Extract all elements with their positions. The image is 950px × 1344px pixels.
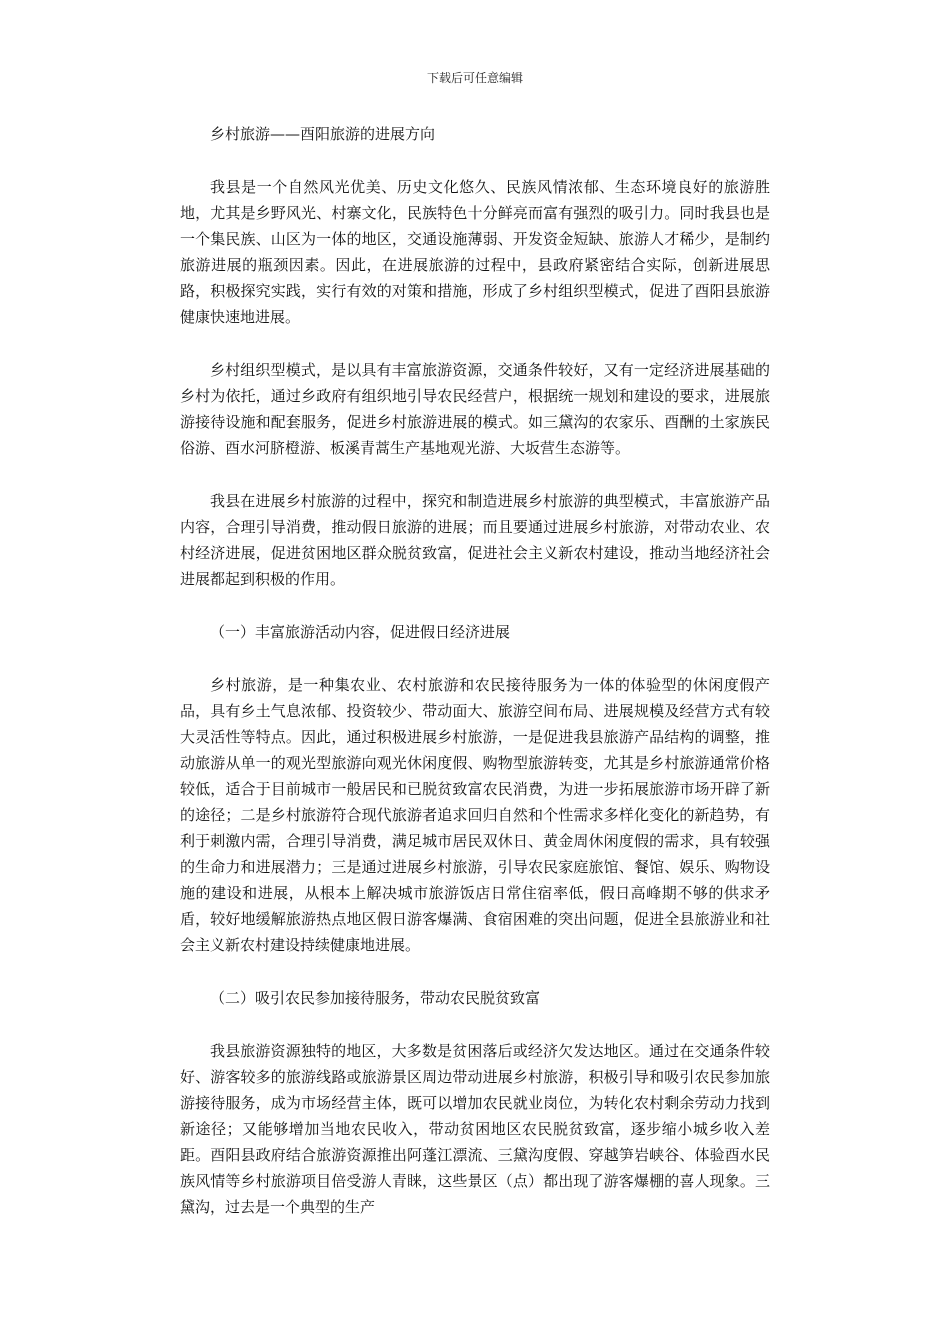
paragraph-gap [180, 147, 770, 174]
body-paragraph: 我县在进展乡村旅游的过程中，探究和制造进展乡村旅游的典型模式，丰富旅游产品内容，合理引导消费，推动假日旅游的进展；而且要通过进展乡村旅游，对带动农业、农村经济进展，促进贫困地区群众脱贫致富，促进社会主义新农村建设，推动当地经济社会进展都起到积极的作用。 [180, 492, 770, 588]
paragraph-gap [180, 645, 770, 672]
paragraph-gap [180, 958, 770, 985]
body-paragraph: 我县旅游资源独特的地区，大多数是贫困落后或经济欠发达地区。通过在交通条件较好、游客较多的旅游线路或旅游景区周边带动进展乡村旅游，积极引导和吸引农民参加旅游接待服务，成为市场经营主体，既可以增加农民就业岗位，为转化农村剩余劳动力找到新途径；又能够增加当地农民收入，带动贫困地区农民脱贫致富，逐步缩小城乡收入差距。酉阳县政府结合旅游资源推出阿蓬江漂流、三黛沟度假、穿越笋岩峡谷、体验酉水民族风情等乡村旅游项目倍受游人青睐，这些景区（点）都出现了游客爆棚的喜人现象。三黛沟，过去是一个典型的生产 [180, 1042, 770, 1216]
section-heading: （一）丰富旅游活动内容，促进假日经济进展 [210, 623, 511, 641]
paragraph-gap [180, 1011, 770, 1038]
document-body [180, 121, 770, 1220]
paragraph-gap [180, 592, 770, 619]
body-paragraph: 乡村旅游，是一种集农业、农村旅游和农民接待服务为一体的体验型的休闲度假产品，具有乡土气息浓郁、投资较少、带动面大、旅游空间布局、进展规模及经营方式有较大灵活性等特点。因此，通过积极进展乡村旅游，一是促进我县旅游产品结构的调整，推动旅游从单一的观光型旅游向观光休闲度假、购物型旅游转变，尤其是乡村旅游通常价格较低，适合于目前城市一般居民和已脱贫致富农民消费，为进一步拓展旅游市场开辟了新的途径；二是乡村旅游符合现代旅游者追求回归自然和个性需求多样化变化的新趋势，有利于刺激内需，合理引导消费，满足城市居民双休日、黄金周休闲度假的需求，具有较强的生命力和进展潜力；三是通过进展乡村旅游，引导农民家庭旅馆、餐馆、娱乐、购物设施的建设和进展，从根本上解决城市旅游饭店日常住宿率低，假日高峰期不够的供求矛盾，较好地缓解旅游热点地区假日游客爆满、食宿困难的突出问题，促进全县旅游业和社会主义新农村建设持续健康地进展。 [180, 676, 770, 954]
header-note: 下载后可任意编辑 [426, 71, 523, 85]
section-heading: （二）吸引农民参加接待服务，带动农民脱贫致富 [210, 989, 541, 1007]
document-title: 乡村旅游——酉阳旅游的进展方向 [210, 125, 436, 143]
paragraph-gap [180, 461, 770, 488]
paragraph-gap [180, 330, 770, 357]
body-paragraph: 乡村组织型模式，是以具有丰富旅游资源，交通条件较好，又有一定经济进展基础的乡村为依托，通过乡政府有组织地引导农民经营户，根据统一规划和建设的要求，进展旅游接待设施和配套服务，促进乡村旅游进展的模式。如三黛沟的农家乐、酉酬的土家族民俗游、酉水河脐橙游、板溪青蒿生产基地观光游、大坂营生态游等。 [180, 361, 770, 457]
body-paragraph: 我县是一个自然风光优美、历史文化悠久、民族风情浓郁、生态环境良好的旅游胜地，尤其是乡野风光、村寨文化，民族特色十分鲜亮而富有强烈的吸引力。同时我县也是一个集民族、山区为一体的地区，交通设施薄弱、开发资金短缺、旅游人才稀少，是制约旅游进展的瓶颈因素。因此，在进展旅游的过程中，县政府紧密结合实际，创新进展思路，积极探究实践，实行有效的对策和措施，形成了乡村组织型模式，促进了酉阳县旅游健康快速地进展。 [180, 178, 770, 326]
